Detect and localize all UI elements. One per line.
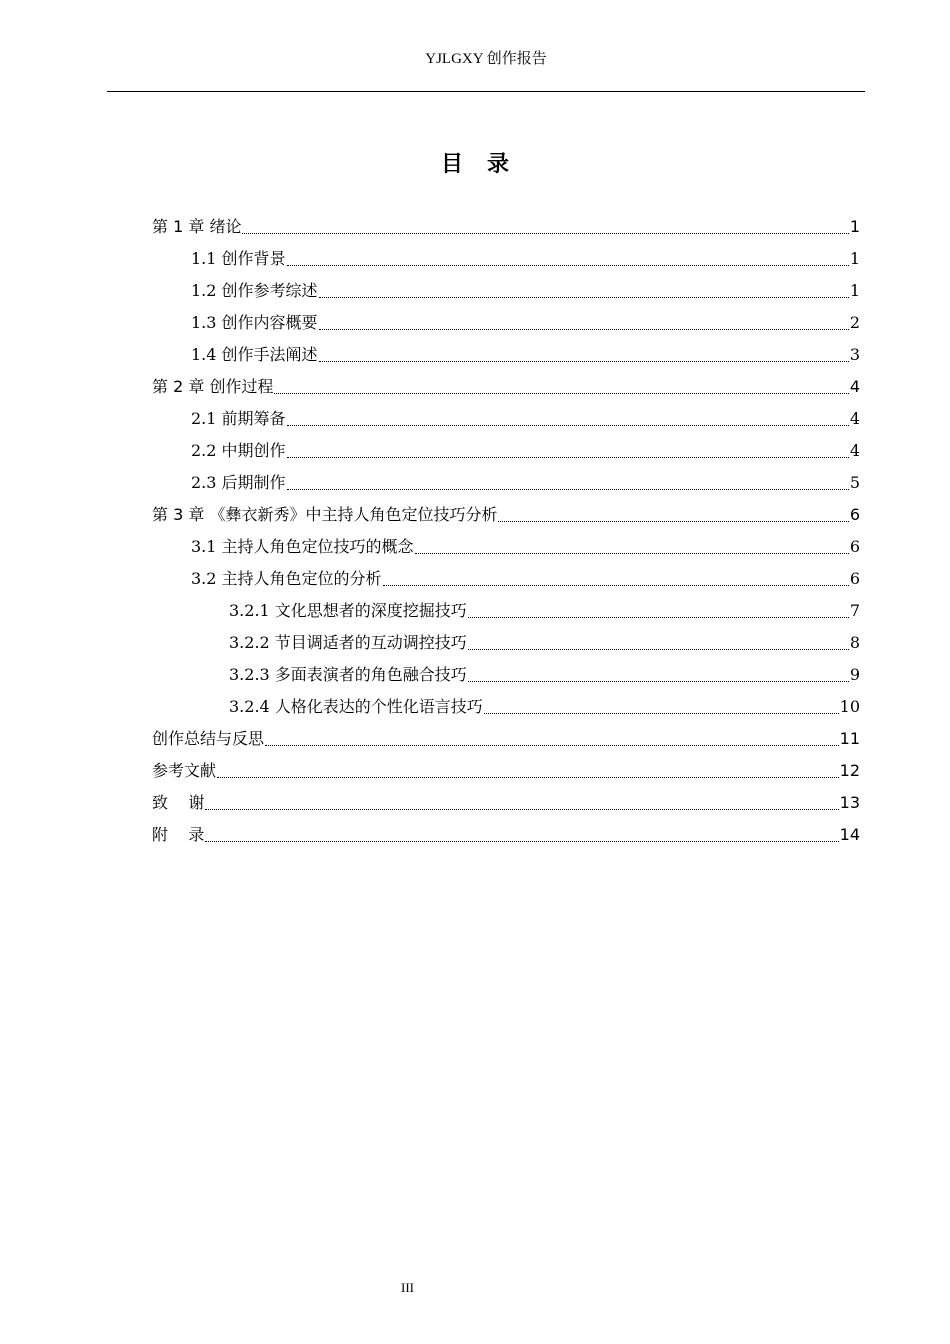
toc-entry-page: 4 bbox=[849, 441, 860, 460]
toc-entry-page: 6 bbox=[849, 505, 860, 524]
toc-entry-label: 2.3 后期制作 bbox=[191, 473, 286, 492]
toc-entry-label: 3.2.2 节目调适者的互动调控技巧 bbox=[229, 633, 467, 652]
toc-entry-label: 3.1 主持人角色定位技巧的概念 bbox=[191, 537, 414, 556]
toc-entry-page: 5 bbox=[849, 473, 860, 492]
toc-entry-label: 2.2 中期创作 bbox=[191, 441, 286, 460]
toc-entry-chapter-2[interactable] bbox=[152, 371, 860, 403]
toc-entry-page: 7 bbox=[849, 601, 860, 620]
toc-title: 目录 bbox=[440, 152, 533, 177]
toc-entry-label: 第 1 章 绪论 bbox=[152, 217, 242, 236]
toc-entry-3-2-4[interactable] bbox=[229, 691, 860, 723]
toc-entry-2-2[interactable] bbox=[191, 435, 860, 467]
toc-entry-chapter-3[interactable] bbox=[152, 499, 860, 531]
dot-leader bbox=[468, 649, 849, 650]
toc-entry-1-2[interactable] bbox=[191, 275, 860, 307]
header-text: YJLGXY 创作报告 bbox=[425, 51, 547, 67]
toc-entry-page: 2 bbox=[849, 313, 860, 332]
toc-entry-label: 第 3 章 《彝衣新秀》中主持人角色定位技巧分析 bbox=[152, 505, 498, 524]
toc-entry-page: 1 bbox=[849, 249, 860, 268]
toc-entry-label: 致 谢 bbox=[152, 793, 205, 812]
dot-leader bbox=[242, 233, 848, 234]
toc-entry-label: 1.3 创作内容概要 bbox=[191, 313, 318, 332]
dot-leader bbox=[468, 681, 849, 682]
toc-entry-label: 3.2 主持人角色定位的分析 bbox=[191, 569, 382, 588]
toc-entry-chapter-1[interactable] bbox=[152, 211, 860, 243]
toc-entry-3-2[interactable] bbox=[191, 563, 860, 595]
dot-leader bbox=[287, 425, 849, 426]
toc-entry-label: 1.1 创作背景 bbox=[191, 249, 286, 268]
toc-entry-appendix[interactable] bbox=[152, 819, 860, 851]
dot-leader bbox=[287, 265, 849, 266]
toc-entry-1-1[interactable] bbox=[191, 243, 860, 275]
toc-entry-references[interactable] bbox=[152, 755, 860, 787]
toc-entry-2-3[interactable] bbox=[191, 467, 860, 499]
dot-leader bbox=[468, 617, 849, 618]
toc-entry-page: 6 bbox=[849, 537, 860, 556]
toc-entry-1-3[interactable] bbox=[191, 307, 860, 339]
toc-entry-3-1[interactable] bbox=[191, 531, 860, 563]
dot-leader bbox=[217, 777, 839, 778]
toc-entry-page: 14 bbox=[839, 825, 860, 844]
toc-entry-page: 10 bbox=[839, 697, 860, 716]
toc-entry-label: 2.1 前期筹备 bbox=[191, 409, 286, 428]
toc-entry-3-2-1[interactable] bbox=[229, 595, 860, 627]
dot-leader bbox=[287, 457, 849, 458]
dot-leader bbox=[484, 713, 839, 714]
dot-leader bbox=[319, 361, 849, 362]
dot-leader bbox=[415, 553, 849, 554]
toc-entry-page: 9 bbox=[849, 665, 860, 684]
toc-entry-page: 12 bbox=[839, 761, 860, 780]
dot-leader bbox=[205, 809, 838, 810]
toc-entry-page: 4 bbox=[849, 377, 860, 396]
toc-entry-label: 附 录 bbox=[152, 825, 205, 844]
toc-entry-label: 1.4 创作手法阐述 bbox=[191, 345, 318, 364]
toc-entry-page: 1 bbox=[849, 281, 860, 300]
toc-entry-2-1[interactable] bbox=[191, 403, 860, 435]
toc-entry-page: 1 bbox=[849, 217, 860, 236]
dot-leader bbox=[383, 585, 849, 586]
toc-entry-3-2-3[interactable] bbox=[229, 659, 860, 691]
toc-entry-label: 第 2 章 创作过程 bbox=[152, 377, 274, 396]
dot-leader bbox=[319, 329, 849, 330]
toc-entry-3-2-2[interactable] bbox=[229, 627, 860, 659]
page-number: III bbox=[401, 1280, 414, 1295]
toc-entry-page: 13 bbox=[839, 793, 860, 812]
dot-leader bbox=[287, 489, 849, 490]
toc-entry-page: 11 bbox=[839, 729, 860, 748]
dot-leader bbox=[274, 393, 848, 394]
toc-entry-label: 创作总结与反思 bbox=[152, 729, 265, 748]
dot-leader bbox=[319, 297, 849, 298]
toc-entry-page: 4 bbox=[849, 409, 860, 428]
dot-leader bbox=[498, 521, 848, 522]
dot-leader bbox=[205, 841, 838, 842]
toc-entry-label: 1.2 创作参考综述 bbox=[191, 281, 318, 300]
toc-entry-label: 3.2.3 多面表演者的角色融合技巧 bbox=[229, 665, 467, 684]
toc-entry-label: 3.2.1 文化思想者的深度挖掘技巧 bbox=[229, 601, 467, 620]
toc-entry-summary[interactable] bbox=[152, 723, 860, 755]
toc-entry-1-4[interactable] bbox=[191, 339, 860, 371]
page-header bbox=[107, 46, 865, 92]
dot-leader bbox=[265, 745, 839, 746]
toc-entry-acknowledgements[interactable] bbox=[152, 787, 860, 819]
toc-entry-page: 6 bbox=[849, 569, 860, 588]
toc-entry-page: 8 bbox=[849, 633, 860, 652]
toc-entry-label: 3.2.4 人格化表达的个性化语言技巧 bbox=[229, 697, 483, 716]
toc-entry-page: 3 bbox=[849, 345, 860, 364]
toc-entry-label: 参考文献 bbox=[152, 761, 217, 780]
